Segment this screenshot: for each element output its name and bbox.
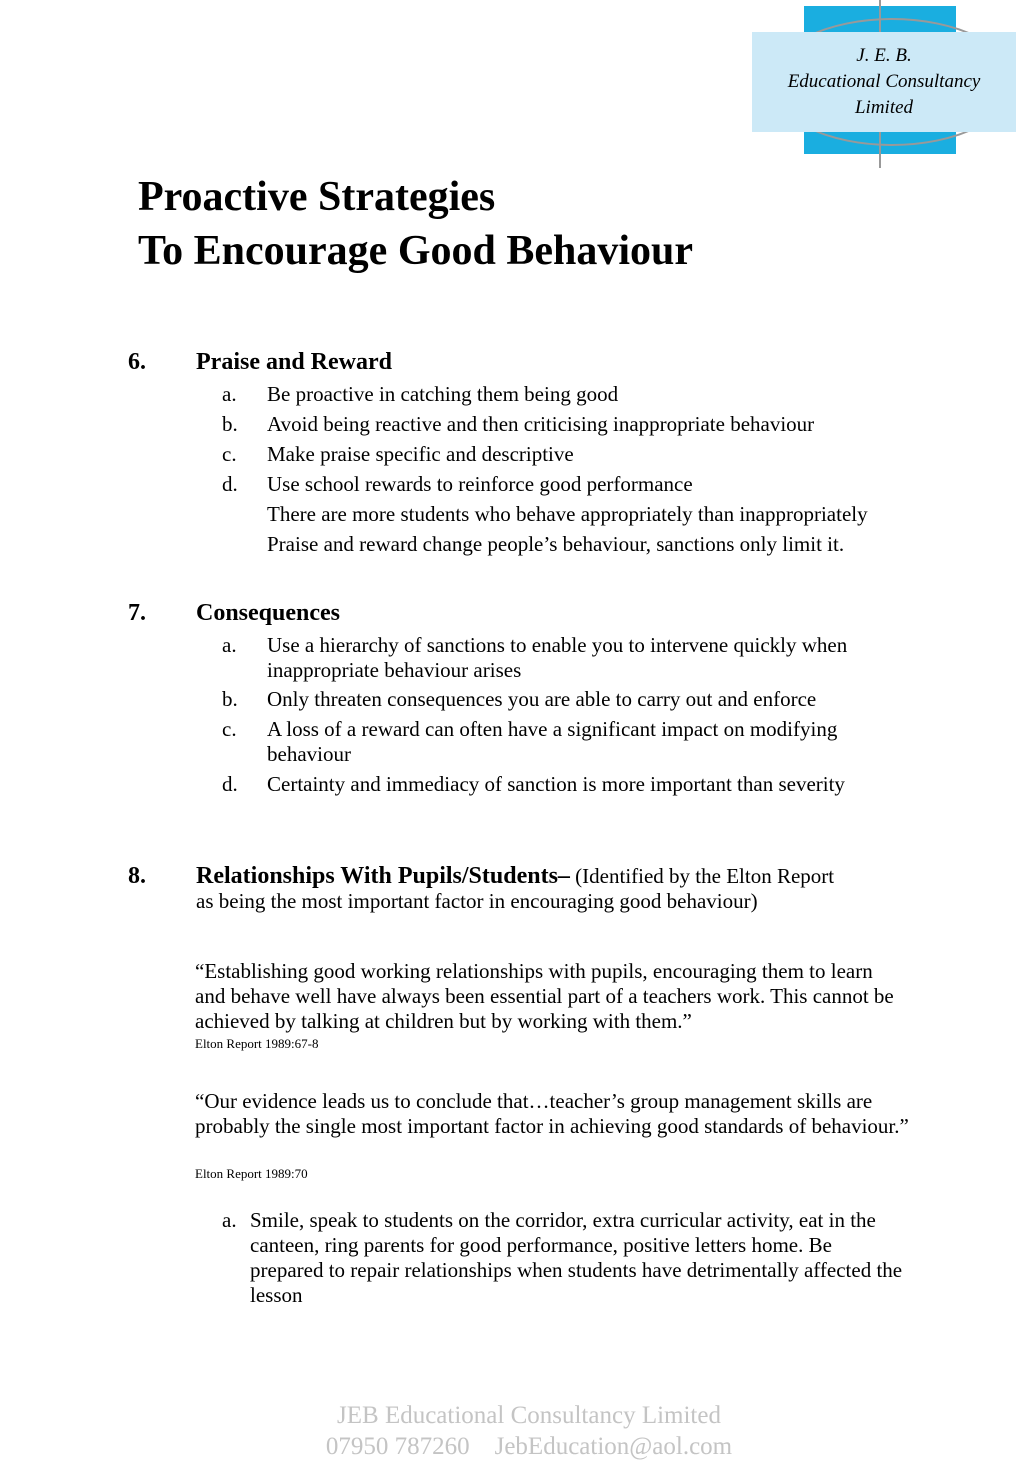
- quote-1-citation: Elton Report 1989:67-8: [195, 1036, 319, 1051]
- quote-2-citation: Elton Report 1989:70: [195, 1166, 308, 1181]
- footer-contact: 07950 787260 JebEducation@aol.com: [325, 1433, 733, 1460]
- section-6-item-c-marker: c.: [222, 442, 237, 466]
- section-7-item-a-text: Use a hierarchy of sanctions to enable you to intervene quickly when inappropriate behaviour arises: [267, 633, 848, 682]
- section-8-heading-line: [196, 861, 834, 891]
- logo-text: [752, 32, 1016, 132]
- quote-1-text: “Establishing good working relationships with pupils, encouraging them to learn and behave well have always been essential part of a teachers work. This cannot be achieved by talking at children but by working with them.”: [195, 959, 894, 1033]
- title-line-2: To Encourage Good Behaviour: [138, 228, 694, 274]
- logo-line-2: Educational Consultancy: [787, 71, 981, 92]
- logo-line-3: Limited: [854, 97, 914, 118]
- section-8-note: (Identified by the Elton Report: [569, 864, 835, 888]
- section-7-item-b-marker: b.: [222, 687, 238, 711]
- section-6-extra-1: There are more students who behave appropriately than inappropriately: [267, 502, 868, 526]
- section-6-item-a-text: Be proactive in catching them being good: [267, 382, 619, 406]
- footer-company: JEB Educational Consultancy Limited: [337, 1402, 721, 1429]
- section-6-item-d-text: Use school rewards to reinforce good performance: [267, 472, 693, 496]
- section-7-item-c-text: A loss of a reward can often have a significant impact on modifying behaviour: [267, 717, 838, 766]
- page-title: [138, 170, 693, 278]
- section-7-item-d-marker: d.: [222, 772, 238, 796]
- section-7-number: 7.: [128, 600, 146, 626]
- section-6-number: 6.: [128, 349, 146, 375]
- section-8-number: 8.: [128, 863, 146, 889]
- section-8-item-a-marker: a.: [222, 1208, 237, 1232]
- section-7-item-a-marker: a.: [222, 633, 237, 657]
- section-6-extra-2: Praise and reward change people’s behaviour, sanctions only limit it.: [267, 532, 845, 556]
- section-6-heading: Praise and Reward: [196, 349, 392, 375]
- company-logo: [752, 0, 1024, 170]
- section-7-heading: Consequences: [196, 600, 341, 626]
- page-footer: [0, 1400, 1024, 1462]
- logo-line-1: J. E. B.: [856, 45, 912, 66]
- section-7-item-b-text: Only threaten consequences you are able to carry out and enforce: [267, 687, 817, 711]
- section-8-dash: –: [557, 863, 570, 889]
- section-7-item-c-marker: c.: [222, 717, 237, 741]
- section-6-item-a-marker: a.: [222, 382, 237, 406]
- section-6-item-b-text: Avoid being reactive and then criticising inappropriate behaviour: [267, 412, 815, 436]
- section-6-item-c-text: Make praise specific and descriptive: [267, 442, 574, 466]
- section-6-item-d-marker: d.: [222, 472, 238, 496]
- section-6-item-b-marker: b.: [222, 412, 238, 436]
- title-line-1: Proactive Strategies: [138, 174, 496, 220]
- section-8-heading: Relationships With Pupils/Students: [196, 863, 558, 889]
- section-7-item-d-text: Certainty and immediacy of sanction is more important than severity: [267, 772, 845, 796]
- section-8-item-a-text: Smile, speak to students on the corridor, extra curricular activity, eat in the canteen, ring parents for good performance, positive letters home. Be prepared to repair relationships when students have detrimentally affected the lesson: [250, 1208, 903, 1307]
- quote-2-text: “Our evidence leads us to conclude that…teacher’s group management skills are probably the single most important factor in achieving good standards of behaviour.”: [195, 1089, 909, 1138]
- section-8-note-continuation: as being the most important factor in encouraging good behaviour): [196, 889, 758, 913]
